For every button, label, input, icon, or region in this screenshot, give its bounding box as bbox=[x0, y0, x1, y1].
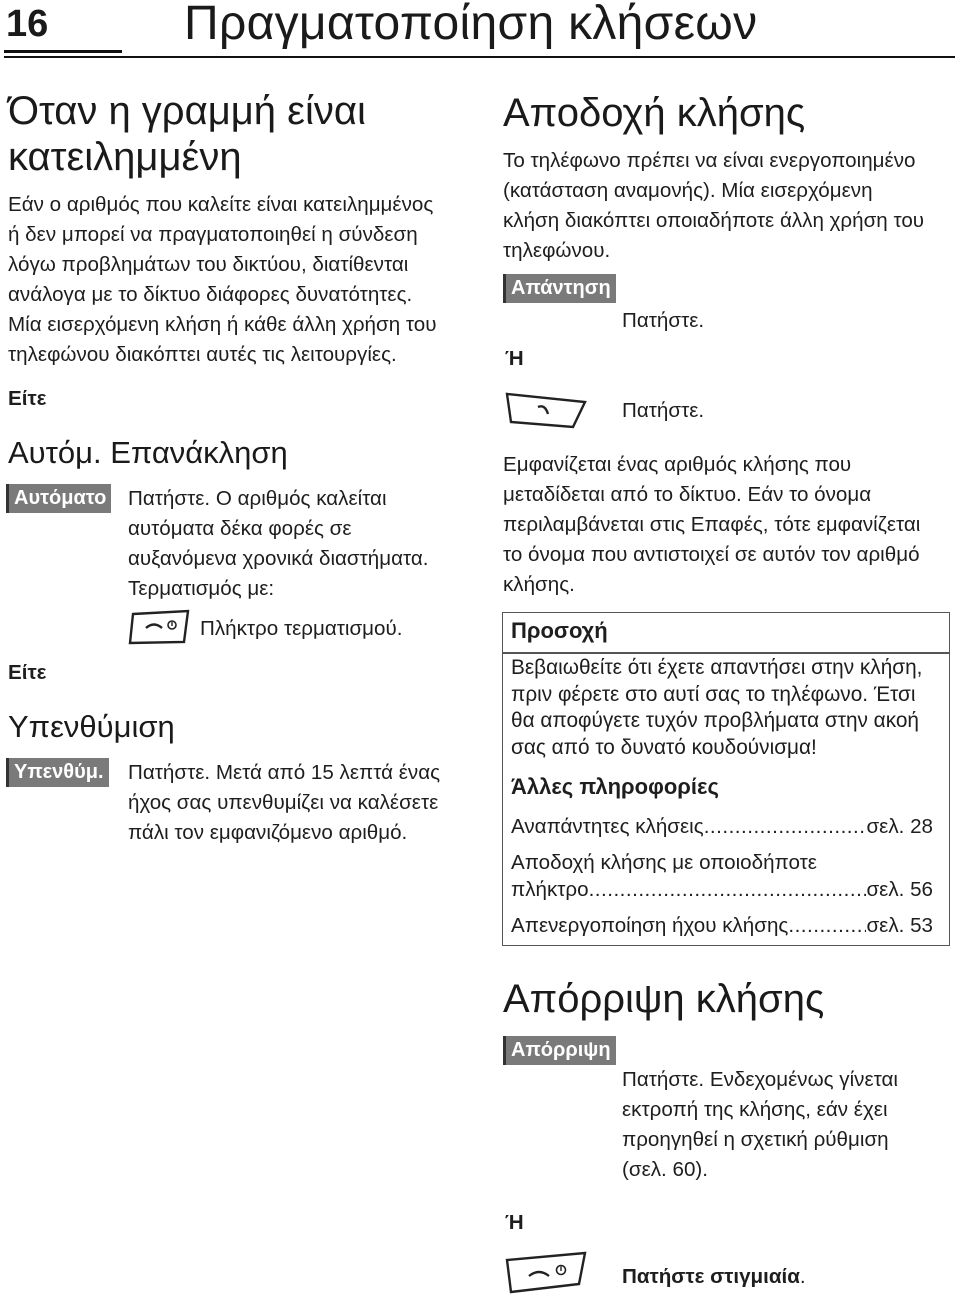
either-label-1: Είτε bbox=[8, 387, 47, 410]
accept-intro-line: (κατάσταση αναμονής). Μία εισερχόμενη bbox=[503, 179, 873, 202]
busy-title-line1: Όταν η γραμμή είναι bbox=[8, 89, 366, 133]
reminder-title: Υπενθύμιση bbox=[8, 709, 175, 744]
reminder-text-line: Πατήστε. Μετά από 15 λεπτά ένας bbox=[128, 761, 441, 784]
accept-after-line: κλήσης. bbox=[503, 573, 575, 596]
busy-paragraph-line: λόγω προβλημάτων του δικτύου, διατίθενται bbox=[8, 253, 409, 276]
page-number-rule bbox=[4, 50, 122, 53]
reject-title: Απόρριψη κλήσης bbox=[503, 977, 825, 1021]
accept-after-line: περιλαμβάνεται στις Επαφές, τότε εμφανίζεται bbox=[503, 513, 921, 536]
caution-text-line: θα αποφύγετε τυχόν προβλήματα στην ακοή bbox=[511, 709, 919, 732]
accept-intro-line: κλήση διακόπτει οποιαδήποτε άλλη χρήση του bbox=[503, 209, 925, 232]
end-key-icon[interactable] bbox=[503, 1250, 587, 1296]
ref-mute-ringtone[interactable] bbox=[511, 911, 933, 941]
caution-text-line: σας από το δυνατό κουδούνισμα! bbox=[511, 735, 817, 759]
reminder-text bbox=[128, 758, 440, 848]
ref-page: σελ. 56 bbox=[866, 878, 933, 901]
accept-intro-line: τηλεφώνου. bbox=[503, 239, 611, 262]
ref-dots bbox=[589, 875, 867, 905]
ref-missed-calls[interactable] bbox=[511, 812, 933, 842]
accept-intro-line: Το τηλέφωνο πρέπει να είναι ενεργοποιημένο bbox=[503, 149, 916, 172]
reject-text-line: Πατήστε. Ενδεχομένως γίνεται bbox=[622, 1068, 898, 1091]
caution-text bbox=[511, 655, 922, 761]
auto-text-line: αυτόματα δέκα φορές σε bbox=[128, 517, 352, 540]
busy-title-line2: κατειλημμένη bbox=[8, 135, 242, 179]
reminder-softkey[interactable]: Υπενθύμ. bbox=[6, 758, 109, 787]
busy-paragraph-line: ή δεν μπορεί να πραγματοποιηθεί η σύνδεση bbox=[8, 223, 418, 246]
reject-text-line: εκτροπή της κλήσης, εάν έχει bbox=[622, 1098, 888, 1121]
ref-dots bbox=[788, 911, 866, 941]
busy-paragraph-line: τηλεφώνου διακόπτει αυτές τις λειτουργίες. bbox=[8, 343, 397, 366]
chapter-title: Πραγματοποίηση κλήσεων bbox=[184, 0, 758, 50]
ref-dots bbox=[704, 812, 867, 842]
caution-text-line: πριν φέρετε στο αυτί σας το τηλέφωνο. Έτσι bbox=[511, 682, 916, 706]
end-key-icon[interactable] bbox=[128, 608, 190, 646]
accept-after-line: Εμφανίζεται ένας αριθμός κλήσης που bbox=[503, 453, 852, 476]
auto-text-line: αυξανόμενα χρονικά διαστήματα. bbox=[128, 547, 429, 570]
or-label-1: Ή bbox=[505, 347, 524, 370]
header-rule bbox=[4, 56, 955, 58]
accept-intro bbox=[503, 146, 924, 266]
reject-text-line: (σελ. 60). bbox=[622, 1158, 708, 1181]
accept-after-line: μεταδίδεται από το δίκτυο. Εάν το όνομα bbox=[503, 483, 872, 506]
busy-paragraph bbox=[8, 190, 436, 370]
ref-label: Αναπάντητες κλήσεις bbox=[511, 815, 704, 838]
press-briefly-text bbox=[622, 1262, 806, 1292]
busy-paragraph-line: ανάλογα με το δίκτυο διάφορες δυνατότητες. bbox=[8, 283, 413, 306]
info-box-divider bbox=[502, 652, 950, 654]
reminder-text-line: πάλι τον εμφανιζόμενο αριθμό. bbox=[128, 821, 408, 844]
end-key-text: Πλήκτρο τερματισμού. bbox=[200, 617, 403, 640]
busy-paragraph-line: Μία εισερχόμενη κλήση ή κάθε άλλη χρήση του bbox=[8, 313, 437, 336]
caution-title: Προσοχή bbox=[511, 618, 608, 643]
auto-text-line: Τερματισμός με: bbox=[128, 577, 275, 600]
ref-any-key-line1: Αποδοχή κλήσης με οποιοδήποτε bbox=[511, 851, 817, 874]
ref-any-key[interactable] bbox=[511, 875, 933, 905]
ref-label: πλήκτρο bbox=[511, 878, 589, 901]
auto-text bbox=[128, 484, 428, 604]
auto-text-line: Πατήστε. Ο αριθμός καλείται bbox=[128, 487, 387, 510]
answer-softkey[interactable]: Απάντηση bbox=[503, 274, 616, 303]
reject-softkey[interactable]: Απόρριψη bbox=[503, 1036, 616, 1065]
reminder-text-line: ήχος σας υπενθυμίζει να καλέσετε bbox=[128, 791, 439, 814]
either-label-2: Είτε bbox=[8, 661, 47, 684]
caution-text-line: Βεβαιωθείτε ότι έχετε απαντήσει στην κλήση, bbox=[511, 656, 923, 679]
reject-text bbox=[622, 1065, 898, 1185]
ref-page: σελ. 53 bbox=[866, 914, 933, 937]
auto-softkey[interactable]: Αυτόματο bbox=[6, 484, 111, 513]
auto-redial-title: Αυτόμ. Επανάκληση bbox=[8, 435, 288, 470]
accept-after bbox=[503, 450, 920, 600]
press-briefly-dot: . bbox=[799, 1265, 806, 1288]
call-key-icon[interactable] bbox=[503, 390, 587, 430]
reject-text-line: προηγηθεί η σχετική ρύθμιση bbox=[622, 1128, 889, 1151]
press-briefly-bold: Πατήστε στιγμιαία bbox=[622, 1265, 800, 1288]
ref-page: σελ. 28 bbox=[866, 815, 933, 838]
press-text-2: Πατήστε. bbox=[622, 399, 705, 422]
accept-title: Αποδοχή κλήσης bbox=[503, 91, 806, 135]
accept-after-line: το όνομα που αντιστοιχεί σε αυτόν τον αριθμό bbox=[503, 543, 920, 566]
busy-paragraph-line: Εάν ο αριθμός που καλείτε είναι κατειλημμένος bbox=[8, 193, 434, 216]
ref-label: Απενεργοποίηση ήχου κλήσης bbox=[511, 914, 789, 937]
press-text-1: Πατήστε. bbox=[622, 309, 705, 332]
page-number: 16 bbox=[6, 3, 49, 45]
more-info-title: Άλλες πληροφορίες bbox=[511, 774, 719, 799]
or-label-2: Ή bbox=[505, 1211, 524, 1234]
